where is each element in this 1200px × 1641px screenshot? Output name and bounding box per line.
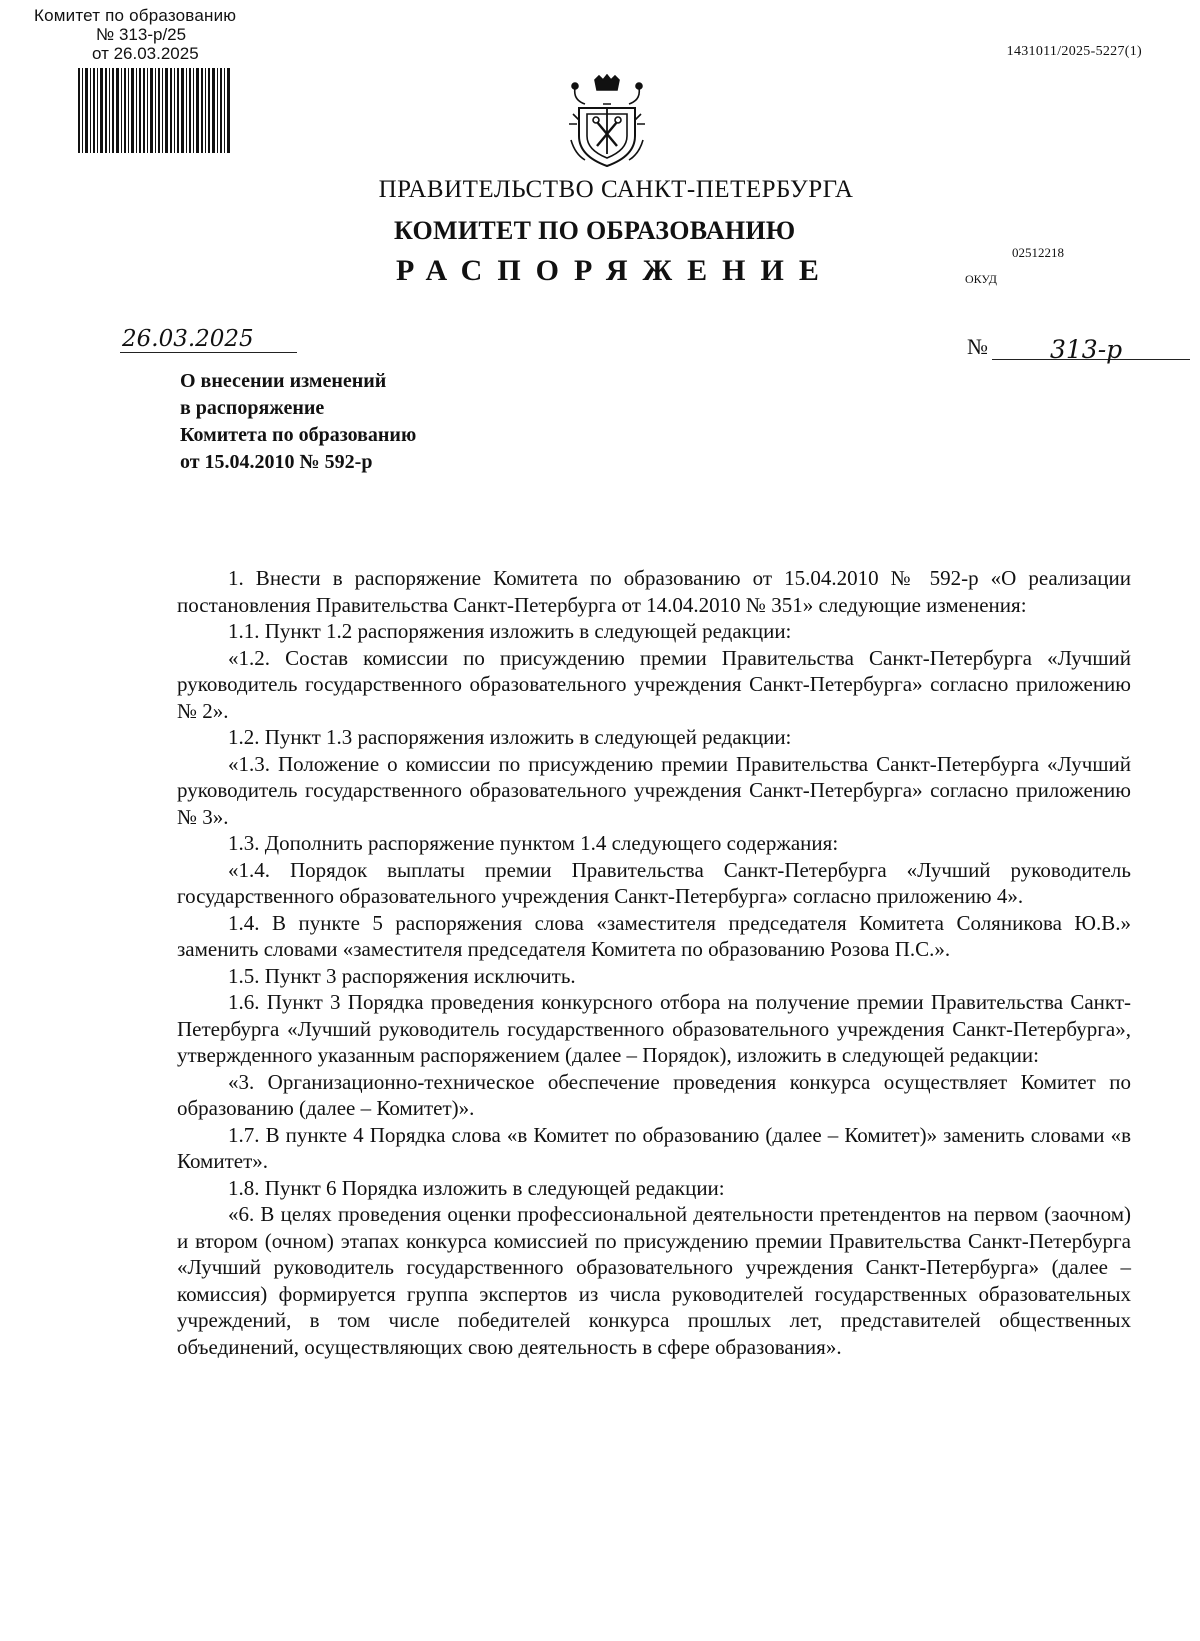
paragraph: «1.4. Порядок выплаты премии Правительства Санкт-Петербурга «Лучший руководитель государственного образовательного учреждения Санкт-Петербурга» согласно приложению 4». <box>177 857 1131 908</box>
paragraph: 1.6. Пункт 3 Порядка проведения конкурсного отбора на получение премии Правительства Санкт-Петербурга «Лучший руководитель государственного образовательного учреждения Санкт-Петербурга», утвержденного указанным распоряжением (далее – Порядок), изложить в следующей редакции: <box>177 990 1131 1067</box>
document-type: РАСПОРЯЖЕНИЕ <box>396 254 834 287</box>
stamp-date: от 26.03.2025 <box>92 44 199 63</box>
paragraph: «3. Организационно-техническое обеспечение проведения конкурса осуществляет Комитет по образованию (далее – Комитет)». <box>177 1069 1131 1120</box>
document-subject <box>180 368 416 476</box>
number-prefix: № <box>967 334 988 359</box>
paragraph: 1.1. Пункт 1.2 распоряжения изложить в следующей редакции: <box>228 619 792 643</box>
handwritten-number: 313-р <box>992 340 1190 360</box>
subject-line: О внесении изменений <box>180 370 387 392</box>
okud-code: 02512218 <box>1012 245 1064 260</box>
registration-number: 1431011/2025-5227(1) <box>1006 44 1142 59</box>
document-number <box>967 334 1190 364</box>
stamp-organization: Комитет по образованию <box>34 6 237 25</box>
okud-label: ОКУД <box>965 272 997 286</box>
barcode-icon <box>78 68 230 153</box>
paragraph: 1.4. В пункте 5 распоряжения слова «заместителя председателя Комитета Соляникова Ю.В.» заменить словами «заместителя председателя Комитета по образованию Розова П.С.». <box>177 910 1131 961</box>
handwritten-date: 26.03.2025 <box>120 326 297 353</box>
paragraph: 1.7. В пункте 4 Порядка слова «в Комитет по образованию (далее – Комитет)» заменить словами «в Комитет». <box>177 1122 1131 1173</box>
subject-line: от 15.04.2010 № 592-р <box>180 451 373 473</box>
committee-title: КОМИТЕТ ПО ОБРАЗОВАНИЮ <box>394 216 796 245</box>
paragraph: «1.2. Состав комиссии по присуждению премии Правительства Санкт-Петербурга «Лучший руководитель государственного образовательного учреждения Санкт-Петербурга» согласно приложению № 2». <box>177 645 1131 723</box>
document-body <box>177 565 1131 1360</box>
coat-of-arms-icon <box>565 74 649 170</box>
stamp-number: № 313-р/25 <box>96 25 187 44</box>
subject-line: в распоряжение <box>180 397 325 419</box>
subject-line: Комитета по образованию <box>180 424 417 446</box>
paragraph: «1.3. Положение о комиссии по присуждению премии Правительства Санкт-Петербурга «Лучший руководитель государственного образовательного учреждения Санкт-Петербурга» согласно приложению № 3». <box>177 751 1131 829</box>
paragraph: «6. В целях проведения оценки профессиональной деятельности претендентов на первом (заочном) и втором (очном) этапах конкурса комиссией по присуждению премии Правительства Санкт-Петербурга «Лучший руководитель государственного образовательного учреждения Санкт-Петербурга» (далее – комиссия) формируется группа экспертов из числа руководителей государственных образовательных учреждений, в том числе победителей конкурса прошлых лет, представителей общественных объединений, осуществляющих свою деятельность в сфере образования». <box>177 1202 1131 1359</box>
registration-stamp <box>28 6 278 63</box>
government-title: ПРАВИТЕЛЬСТВО САНКТ-ПЕТЕРБУРГА <box>378 176 854 203</box>
paragraph: 1. Внести в распоряжение Комитета по образованию от 15.04.2010 № 592-р «О реализации постановления Правительства Санкт-Петербурга от 14.04.2010 № 351» следующие изменения: <box>177 566 1131 617</box>
paragraph: 1.3. Дополнить распоряжение пунктом 1.4 следующего содержания: <box>228 831 839 855</box>
paragraph: 1.2. Пункт 1.3 распоряжения изложить в следующей редакции: <box>228 725 792 749</box>
paragraph: 1.8. Пункт 6 Порядка изложить в следующей редакции: <box>228 1175 725 1200</box>
paragraph: 1.5. Пункт 3 распоряжения исключить. <box>228 963 576 988</box>
